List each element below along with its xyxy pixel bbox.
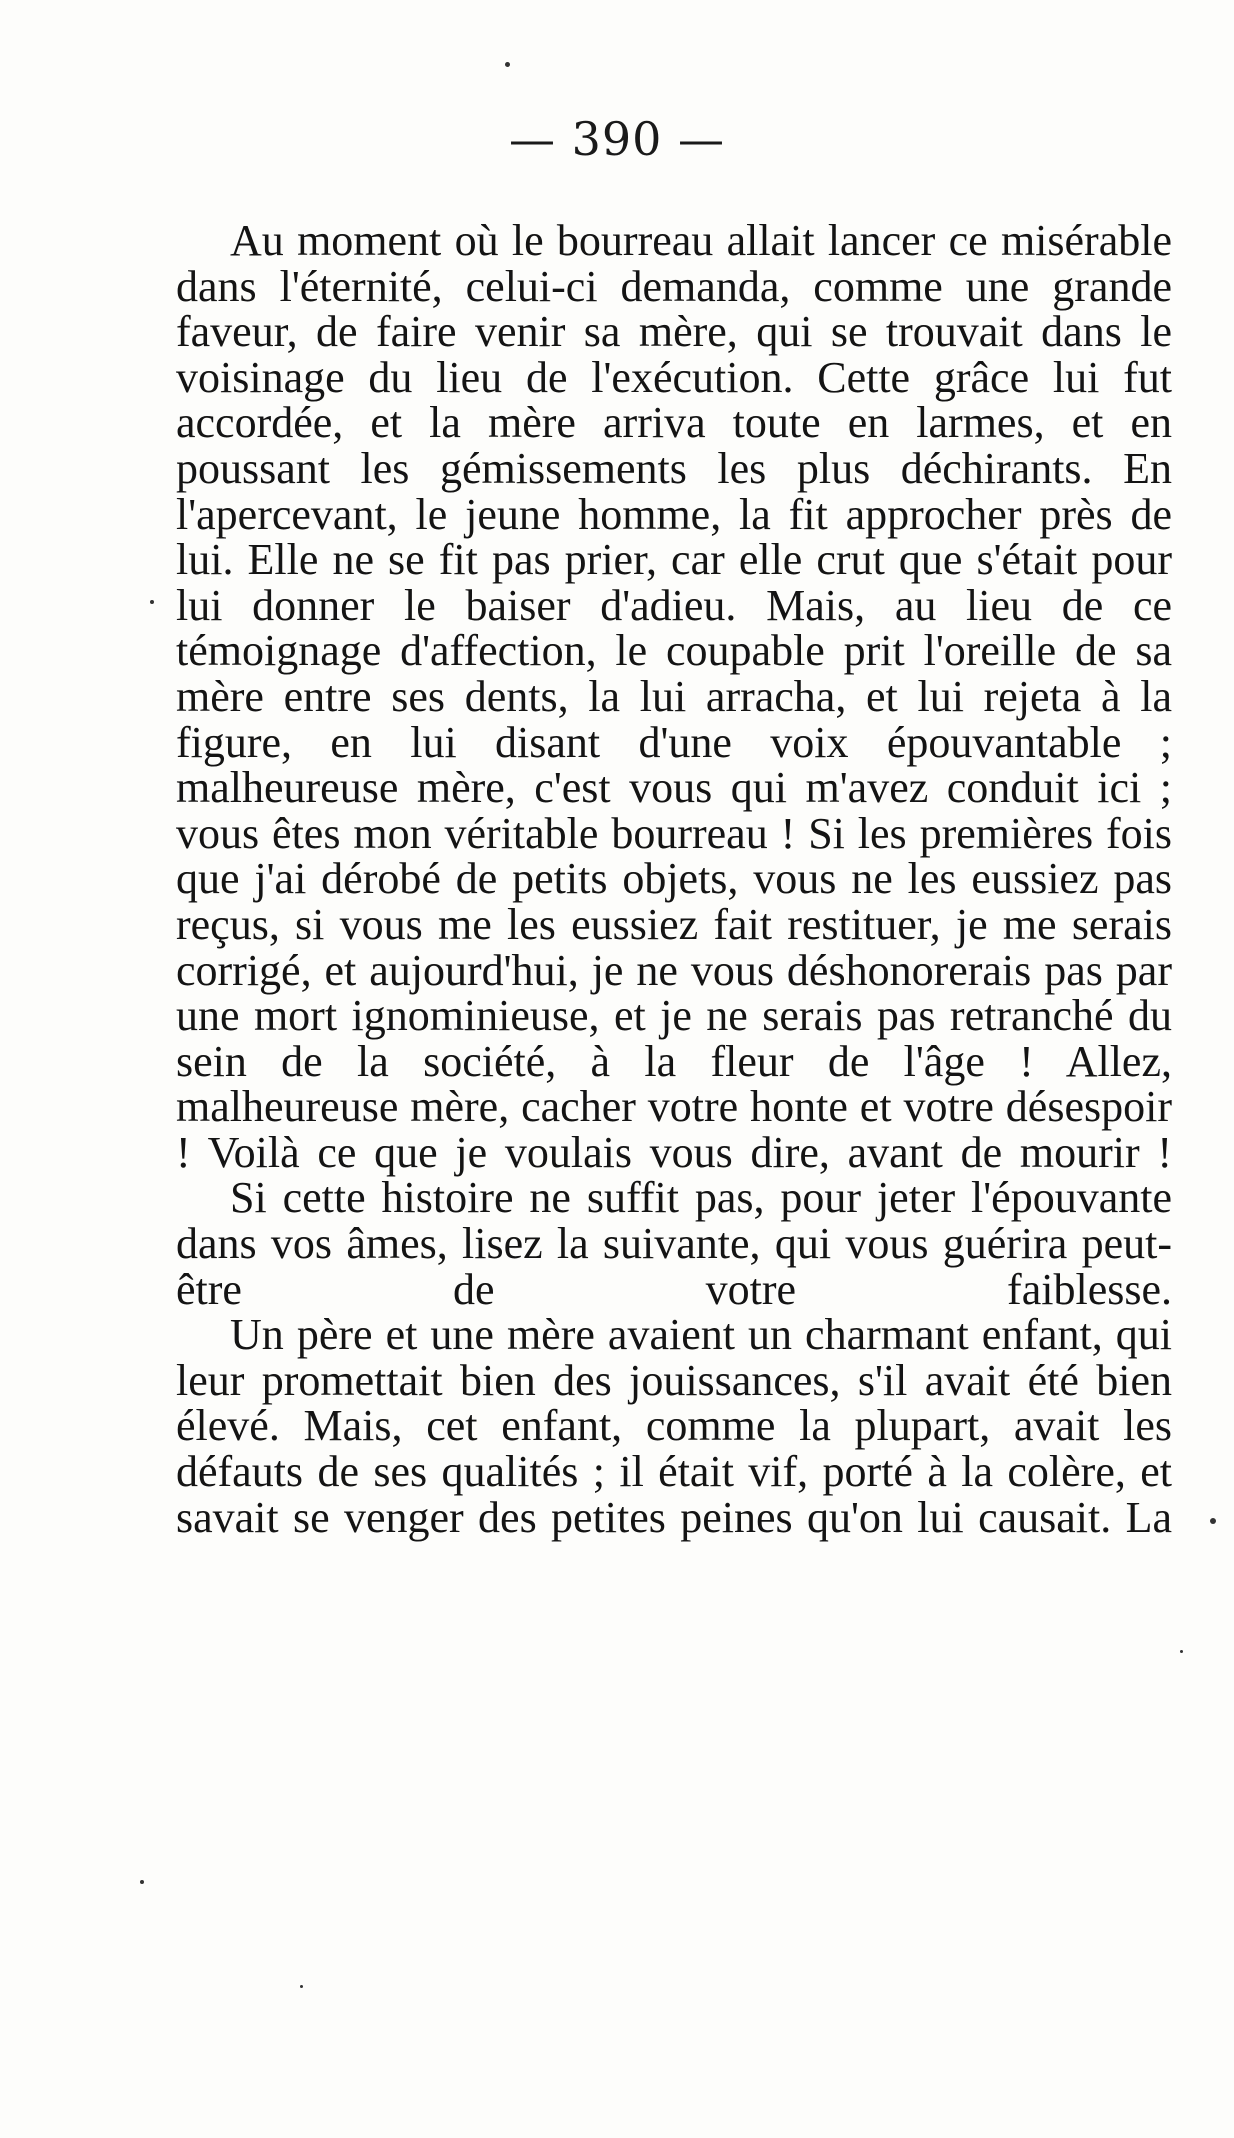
- scan-speck: [1210, 1518, 1216, 1524]
- paragraph-transition: Si cette histoire ne suffit pas, pour jeter l'épouvante dans vos âmes, lisez la suivante, qui vous guérira peut-être de votre faiblesse.: [176, 1173, 1172, 1314]
- paragraph-father-mother: Un père et une mère avaient un charmant enfant, qui leur promettait bien des jouissances, s'il avait été bien élevé. Mais, cet enfant, comme la plupart, avait les défauts de ses qualités ; il était vif, porté à la colère, et savait se venger des petites peines qu'on lui causait. La: [176, 1310, 1172, 1542]
- scan-speck: [150, 600, 154, 604]
- scan-speck: [1180, 1650, 1183, 1653]
- scan-speck: [140, 1880, 144, 1884]
- paragraph-execution-story: Au moment où le bourreau allait lancer ce misérable dans l'éternité, celui-ci demanda, comme une grande faveur, de faire venir sa mère, qui se trouvait dans le voisinage du lieu de l'exécution. Cette grâce lui fut accordée, et la mère arriva toute en larmes, et en poussant les gémissements les plus déchirants. En l'apercevant, le jeune homme, la fit approcher près de lui. Elle ne se fit pas prier, car elle crut que s'était pour lui donner le baiser d'adieu. Mais, au lieu de ce témoignage d'affection, le coupable prit l'oreille de sa mère entre ses dents, la lui arracha, et lui rejeta à la figure, en lui disant d'une voix épouvantable ; malheureuse mère, c'est vous qui m'avez conduit ici ; vous êtes mon véritable bourreau ! Si les premières fois que j'ai dérobé de petits objets, vous ne les eussiez pas reçus, si vous me les eussiez fait restituer, je me serais corrigé, et aujourd'hui, je ne vous déshonorerais pas par une mort ignominieuse, et je ne serais pas retranché du sein de la société, à la fleur de l'âge ! Allez, malheureuse mère, cacher votre honte et votre désespoir ! Voilà ce que je voulais vous dire, avant de mourir !: [176, 216, 1172, 1177]
- body-text: [176, 218, 1172, 1540]
- scan-speck: [300, 1985, 303, 1988]
- page-number: — 390 —: [508, 112, 726, 166]
- scan-speck: [505, 62, 510, 67]
